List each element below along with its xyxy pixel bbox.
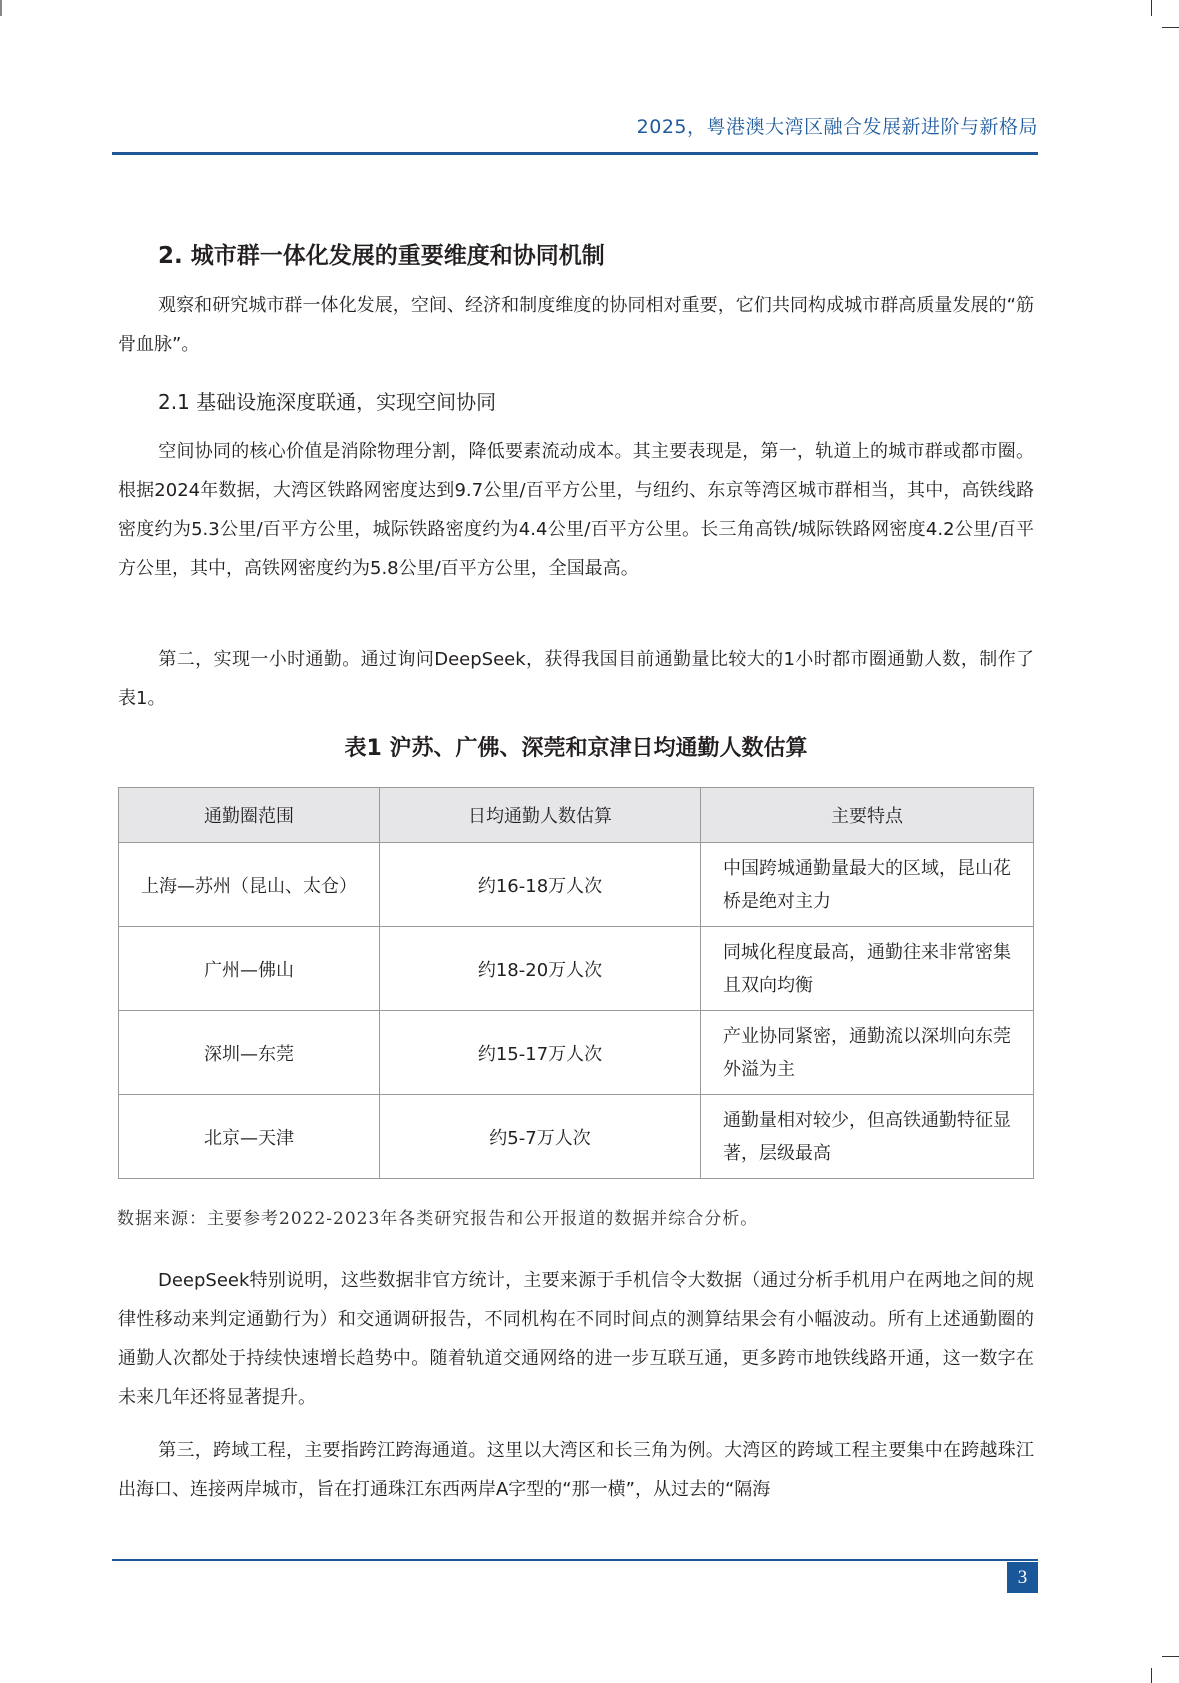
paragraph-first-text: 空间协同的核心价值是消除物理分割，降低要素流动成本。其主要表现是，第一，轨道上的城市群或都市圈。根据2024年数据，大湾区铁路网密度达到9.7公里/百平方公里，与纽约、东京等湾区城市群相当，其中，高铁线路密度约为5.3公里/百平方公里，城际铁路密度约为4.4公里/百平方公里。长三角高铁/城际铁路网密度4.2公里/百平方公里，其中，高铁网密度约为5.8公里/百平方公里，全国最高。	[118, 441, 1034, 579]
cell-estimate: 约5-7万人次	[380, 1095, 701, 1179]
column-header-feature: 主要特点	[701, 788, 1034, 843]
intro-paragraph	[118, 286, 1034, 364]
paragraph-second-text: 第二，实现一小时通勤。通过询问DeepSeek，获得我国目前通勤量比较大的1小时都市圈通勤人数，制作了表1。	[118, 649, 1034, 709]
table-row	[119, 1011, 1034, 1095]
table-source-note: 数据来源：主要参考2022-2023年各类研究报告和公开报道的数据并综合分析。	[117, 1209, 759, 1229]
table-row	[119, 1095, 1034, 1179]
page-number: 3	[1007, 1562, 1038, 1593]
subsection-heading: 2.1 基础设施深度联通，实现空间协同	[158, 390, 497, 414]
cell-feature: 同城化程度最高，通勤往来非常密集且双向均衡	[701, 927, 1034, 1011]
crop-mark-bottom-right-vertical	[1151, 1668, 1152, 1683]
column-header-range: 通勤圈范围	[119, 788, 380, 843]
crop-mark-bottom-right-horizontal	[1162, 1656, 1179, 1657]
table-row	[119, 843, 1034, 927]
commute-table	[118, 787, 1034, 1179]
cell-estimate: 约16-18万人次	[380, 843, 701, 927]
table-title: 表1 沪苏、广佛、深莞和京津日均通勤人数估算	[344, 736, 808, 761]
column-header-estimate: 日均通勤人数估算	[380, 788, 701, 843]
paragraph-deepseek	[118, 1261, 1034, 1417]
header-rule	[112, 152, 1038, 155]
intro-text: 观察和研究城市群一体化发展，空间、经济和制度维度的协同相对重要，它们共同构成城市群高质量发展的“筋骨血脉”。	[118, 295, 1034, 355]
paragraph-third	[118, 1431, 1034, 1509]
paragraph-second	[118, 640, 1034, 718]
crop-mark-top-right-horizontal	[1162, 27, 1179, 28]
cell-feature: 产业协同紧密，通勤流以深圳向东莞外溢为主	[701, 1011, 1034, 1095]
cell-range: 北京—天津	[119, 1095, 380, 1179]
paragraph-deepseek-text: DeepSeek特别说明，这些数据非官方统计，主要来源于手机信令大数据（通过分析手机用户在两地之间的规律性移动来判定通勤行为）和交通调研报告，不同机构在不同时间点的测算结果会有小幅波动。所有上述通勤圈的通勤人次都处于持续快速增长趋势中。随着轨道交通网络的进一步互联互通，更多跨市地铁线路开通，这一数字在未来几年还将显著提升。	[118, 1270, 1034, 1408]
table-header-row	[119, 788, 1034, 843]
table-row	[119, 927, 1034, 1011]
cell-estimate: 约15-17万人次	[380, 1011, 701, 1095]
running-header-title: 2025，粤港澳大湾区融合发展新进阶与新格局	[636, 116, 1038, 138]
cell-range: 上海—苏州（昆山、太仓）	[119, 843, 380, 927]
cell-feature: 通勤量相对较少，但高铁通勤特征显著，层级最高	[701, 1095, 1034, 1179]
paragraph-third-text: 第三，跨域工程，主要指跨江跨海通道。这里以大湾区和长三角为例。大湾区的跨域工程主要集中在跨越珠江出海口、连接两岸城市，旨在打通珠江东西两岸A字型的“那一横”，从过去的“隔海	[118, 1440, 1034, 1500]
section-heading: 2. 城市群一体化发展的重要维度和协同机制	[158, 243, 605, 269]
footer-rule	[112, 1559, 1038, 1561]
cell-feature: 中国跨城通勤量最大的区域，昆山花桥是绝对主力	[701, 843, 1034, 927]
paragraph-first	[118, 432, 1034, 588]
crop-mark-top-left	[0, 0, 2, 16]
cell-range: 深圳—东莞	[119, 1011, 380, 1095]
crop-mark-top-right-vertical	[1151, 0, 1152, 16]
cell-range: 广州—佛山	[119, 927, 380, 1011]
cell-estimate: 约18-20万人次	[380, 927, 701, 1011]
